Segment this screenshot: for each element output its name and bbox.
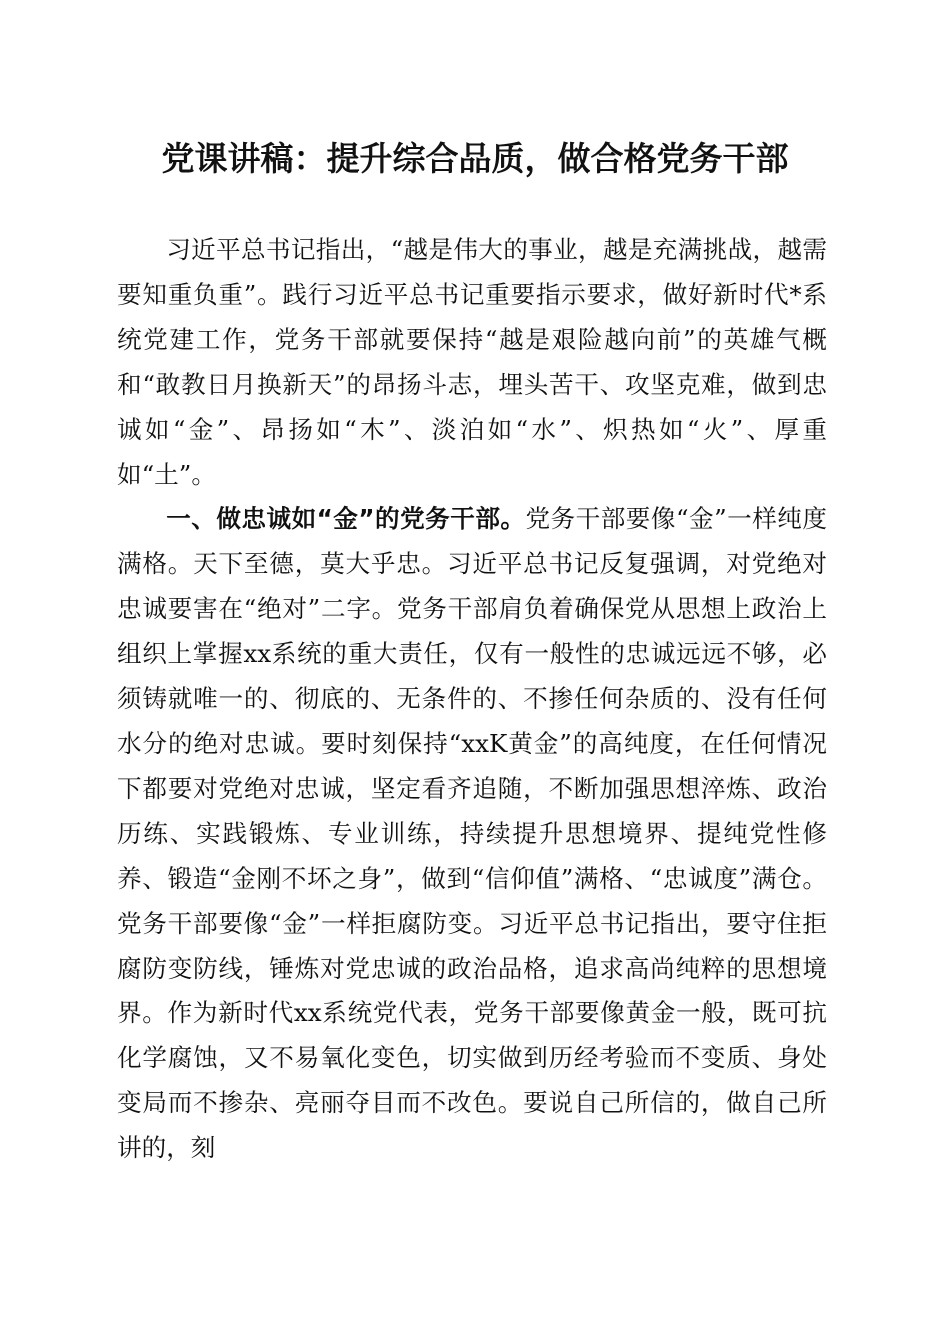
section-1-body: 党务干部要像“金”一样纯度满格。天下至德，莫大乎忠。习近平总书记反复强调，对党绝对忠诚要害在“绝对”二字。党务干部肩负着确保党从思想上政治上组织上掌握xx系统的重大责任，仅有一般性的忠诚远远不够，必须铸就唯一的、彻底的、无条件的、不掺任何杂质的、没有任何水分的绝对忠诚。要时刻保持“xxK黄金”的高纯度，在任何情况下都要对党绝对忠诚，坚定看齐追随，不断加强思想淬炼、政治历练、实践锻炼、专业训练，持续提升思想境界、提纯党性修养、锻造“金刚不坏之身”，做到“信仰值”满格、“忠诚度”满仓。党务干部要像“金”一样拒腐防变。习近平总书记指出，要守住拒腐防变防线，锤炼对党忠诚的政治品格，追求高尚纯粹的思想境界。作为新时代xx系统党代表，党务干部要像黄金一般，既可抗化学腐蚀，又不易氧化变色，切实做到历经考验而不变质、身处变局而不掺杂、亮丽夺目而不改色。要说自己所信的，做自己所讲的，刻 xyxy=(117,504,827,1163)
section-1-heading: 一、做忠诚如“金”的党务干部。 xyxy=(166,504,526,534)
intro-paragraph: 习近平总书记指出，“越是伟大的事业，越是充满挑战，越需要知重负重”。践行习近平总书记重要指示要求，做好新时代*系统党建工作，党务干部就要保持“越是艰险越向前”的英雄气概和“敢教日月换新天”的昂扬斗志，埋头苦干、攻坚克难，做到忠诚如“金”、昂扬如“木”、淡泊如“水”、炽热如“火”、厚重如“土”。 xyxy=(117,235,827,489)
document-body xyxy=(117,228,827,1171)
section-1-paragraph xyxy=(117,497,827,1171)
document-title: 党课讲稿：提升综合品质，做合格党务干部 xyxy=(161,139,789,178)
